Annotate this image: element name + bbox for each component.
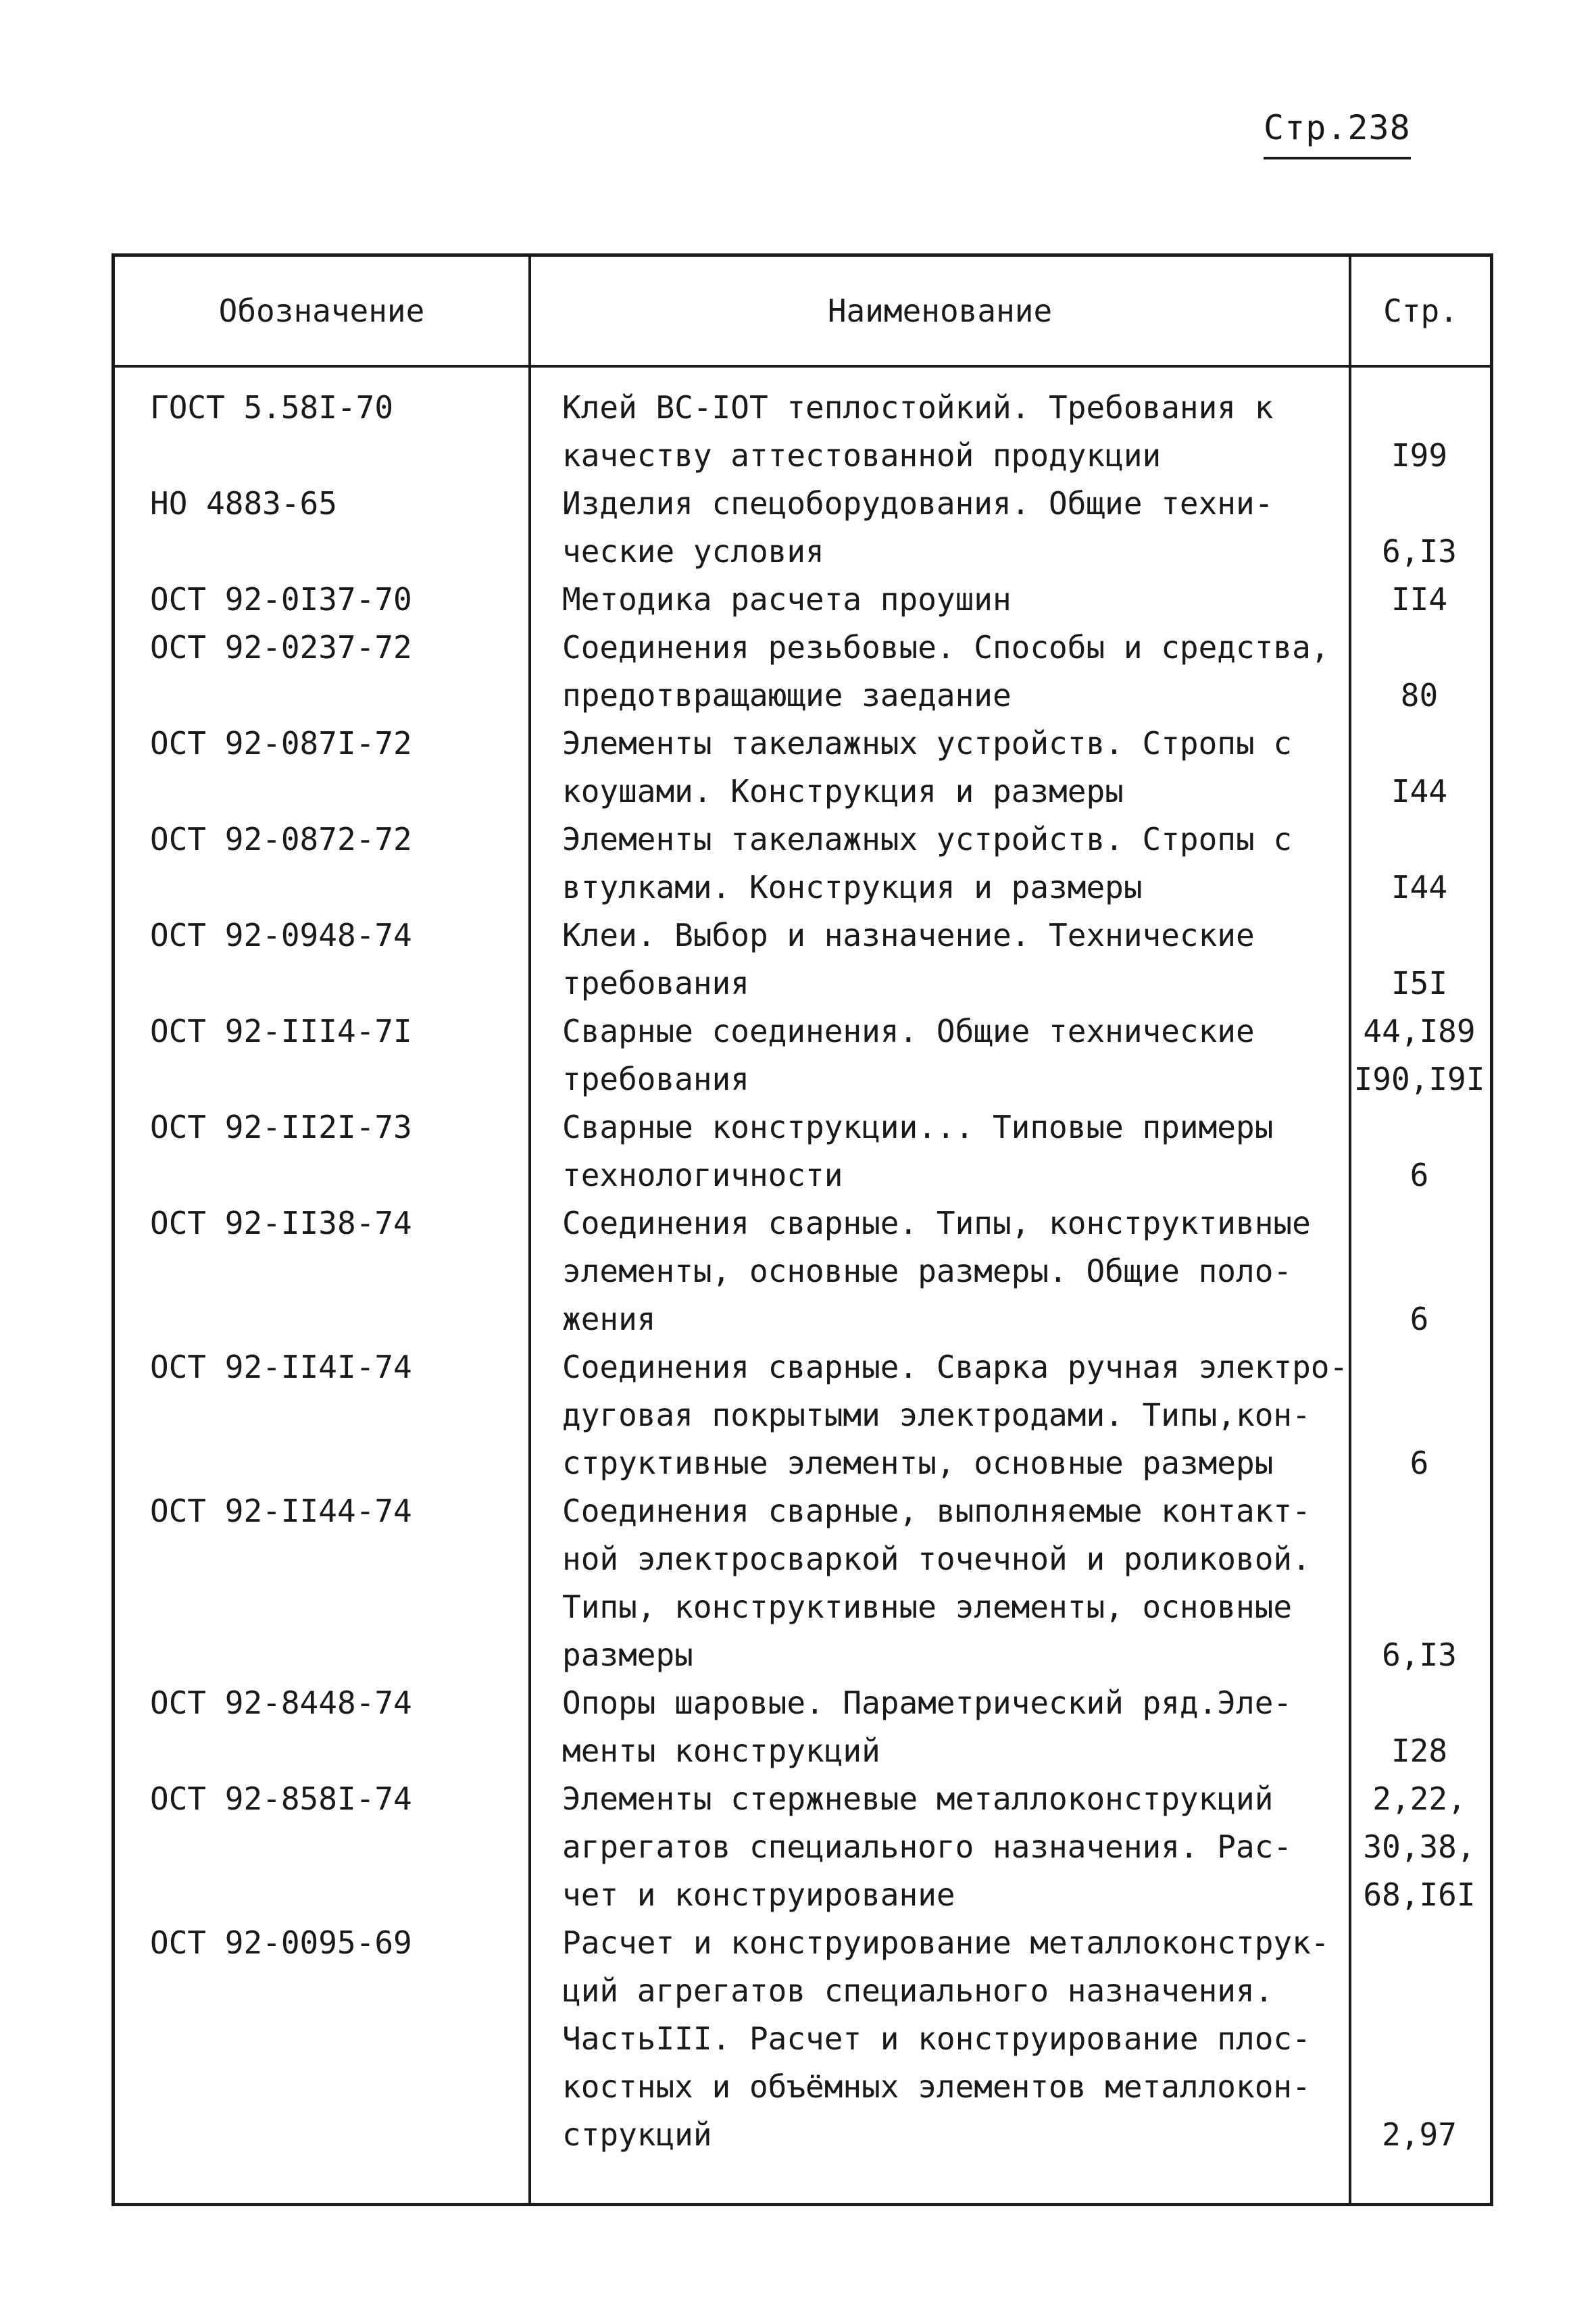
- page-ref: I90,I9I: [1353, 1061, 1485, 1097]
- cell-designation: [115, 1775, 528, 1919]
- title-line: ЧастьIII. Расчет и конструирование плос-: [562, 2020, 1311, 2057]
- cell-designation: [115, 1103, 528, 1199]
- title-line: струкций: [562, 2116, 712, 2153]
- cell-title: [528, 1007, 1349, 1103]
- references-table: [111, 253, 1493, 2206]
- title-line: Клеи. Выбор и назначение. Технические: [562, 917, 1255, 953]
- table-row: [115, 480, 1490, 576]
- title-line: ной электросваркой точечной и роликовой.: [562, 1541, 1311, 1577]
- table-row: [115, 1487, 1490, 1679]
- cell-page: [1349, 1487, 1490, 1679]
- designation-text: ОСТ 92-0237-72: [150, 629, 412, 666]
- cell-designation: [115, 720, 528, 816]
- page-ref: 6: [1410, 1301, 1429, 1337]
- title-line: требования: [562, 965, 749, 1001]
- table-row: [115, 1679, 1490, 1775]
- title-line: дуговая покрытыми электродами. Типы,кон-: [562, 1397, 1311, 1433]
- page-ref: 6,I3: [1382, 533, 1457, 570]
- header-name: Наименование: [827, 293, 1053, 329]
- designation-text: ОСТ 92-0948-74: [150, 917, 412, 953]
- cell-designation: [115, 1487, 528, 1679]
- title-line: ческие условия: [562, 533, 824, 570]
- table-row: [115, 1343, 1490, 1487]
- title-line: менты конструкций: [562, 1733, 880, 1769]
- designation-text: ОСТ 92-0872-72: [150, 821, 412, 857]
- title-line: Сварные соединения. Общие технические: [562, 1013, 1255, 1049]
- cell-designation: [115, 1679, 528, 1775]
- title-line: Изделия спецоборудования. Общие техни-: [562, 485, 1274, 522]
- designation-text: ОСТ 92-8448-74: [150, 1685, 412, 1721]
- cell-page: [1349, 576, 1490, 624]
- cell-title: [528, 1679, 1349, 1775]
- cell-title: [528, 1919, 1349, 2159]
- cell-title: [528, 1199, 1349, 1343]
- designation-text: ОСТ 92-858I-74: [150, 1781, 412, 1817]
- designation-text: ОСТ 92-0095-69: [150, 1924, 412, 1961]
- cell-page: [1349, 1775, 1490, 1919]
- cell-page: [1349, 1007, 1490, 1103]
- page-ref: 68,I6I: [1363, 1876, 1476, 1913]
- cell-page: [1349, 720, 1490, 816]
- title-line: ций агрегатов специального назначения.: [562, 1972, 1274, 2009]
- cell-title: [528, 384, 1349, 480]
- table-row: [115, 384, 1490, 480]
- page-ref: 6: [1410, 1445, 1429, 1481]
- page-ref: 2,97: [1382, 2116, 1457, 2153]
- page-ref: 44,I89: [1363, 1013, 1476, 1049]
- cell-title: [528, 816, 1349, 912]
- designation-text: НО 4883-65: [150, 485, 337, 522]
- header-divider: [115, 365, 1490, 368]
- title-line: предотвращающие заедание: [562, 677, 1012, 714]
- title-line: костных и объёмных элементов металлокон-: [562, 2068, 1311, 2105]
- table-row: [115, 816, 1490, 912]
- designation-text: ОСТ 92-II44-74: [150, 1493, 412, 1529]
- cell-page: [1349, 1919, 1490, 2159]
- title-line: Соединения сварные. Типы, конструктивные: [562, 1205, 1311, 1241]
- title-line: коушами. Конструкция и размеры: [562, 773, 1124, 810]
- title-line: жения: [562, 1301, 656, 1337]
- title-line: чет и конструирование: [562, 1876, 955, 1913]
- title-line: Соединения резьбовые. Способы и средства,: [562, 629, 1330, 666]
- title-line: втулками. Конструкция и размеры: [562, 869, 1143, 905]
- cell-title: [528, 480, 1349, 576]
- page-ref: 30,38,: [1363, 1828, 1476, 1865]
- table-body: [115, 384, 1490, 2159]
- title-line: Расчет и конструирование металлоконструк-: [562, 1924, 1330, 1961]
- title-line: качеству аттестованной продукции: [562, 437, 1162, 474]
- page-ref: 6,I3: [1382, 1637, 1457, 1673]
- cell-page: [1349, 912, 1490, 1007]
- header-code: Обозначение: [218, 293, 425, 329]
- page-ref: 6: [1410, 1157, 1429, 1193]
- title-line: технологичности: [562, 1157, 843, 1193]
- cell-page: [1349, 816, 1490, 912]
- table-row: [115, 1775, 1490, 1919]
- cell-page: [1349, 480, 1490, 576]
- table-row: [115, 912, 1490, 1007]
- table-row: [115, 576, 1490, 624]
- designation-text: ОСТ 92-0I37-70: [150, 581, 412, 618]
- title-line: Опоры шаровые. Параметрический ряд.Эле-: [562, 1685, 1293, 1721]
- table-row: [115, 1007, 1490, 1103]
- cell-title: [528, 576, 1349, 624]
- table-row: [115, 1199, 1490, 1343]
- table-row: [115, 1919, 1490, 2159]
- title-line: агрегатов специального назначения. Рас-: [562, 1828, 1293, 1865]
- table-row: [115, 624, 1490, 720]
- designation-text: ОСТ 92-II38-74: [150, 1205, 412, 1241]
- designation-text: ОСТ 92-III4-7I: [150, 1013, 412, 1049]
- title-line: Элементы такелажных устройств. Стропы с: [562, 725, 1293, 762]
- title-line: элементы, основные размеры. Общие поло-: [562, 1253, 1293, 1289]
- cell-title: [528, 720, 1349, 816]
- page-ref: I28: [1391, 1733, 1448, 1769]
- title-line: требования: [562, 1061, 749, 1097]
- cell-page: [1349, 1103, 1490, 1199]
- title-line: Элементы стержневые металлоконструкций: [562, 1781, 1274, 1817]
- cell-designation: [115, 1343, 528, 1487]
- title-line: Элементы такелажных устройств. Стропы с: [562, 821, 1293, 857]
- cell-designation: [115, 480, 528, 576]
- cell-page: [1349, 384, 1490, 480]
- designation-text: ОСТ 92-087I-72: [150, 725, 412, 762]
- title-line: структивные элементы, основные размеры: [562, 1445, 1274, 1481]
- cell-page: [1349, 1679, 1490, 1775]
- cell-title: [528, 1487, 1349, 1679]
- designation-text: ОСТ 92-II4I-74: [150, 1349, 412, 1385]
- cell-designation: [115, 576, 528, 624]
- cell-title: [528, 624, 1349, 720]
- title-line: размеры: [562, 1637, 693, 1673]
- cell-designation: [115, 1199, 528, 1343]
- page-number: Стр.238: [1264, 108, 1411, 159]
- cell-designation: [115, 384, 528, 480]
- title-line: Соединения сварные, выполняемые контакт-: [562, 1493, 1311, 1529]
- designation-text: ОСТ 92-II2I-73: [150, 1109, 412, 1145]
- title-line: Клей ВС-IОТ теплостойкий. Требования к: [562, 389, 1274, 426]
- cell-title: [528, 912, 1349, 1007]
- cell-designation: [115, 1007, 528, 1103]
- page-ref: I44: [1391, 869, 1448, 905]
- table-row: [115, 720, 1490, 816]
- cell-title: [528, 1775, 1349, 1919]
- page-ref: 2,22,: [1372, 1781, 1466, 1817]
- table-row: [115, 1103, 1490, 1199]
- cell-designation: [115, 624, 528, 720]
- title-line: Соединения сварные. Сварка ручная электро-: [562, 1349, 1349, 1385]
- cell-page: [1349, 1199, 1490, 1343]
- cell-designation: [115, 912, 528, 1007]
- cell-title: [528, 1103, 1349, 1199]
- cell-designation: [115, 816, 528, 912]
- cell-page: [1349, 624, 1490, 720]
- page-ref: I44: [1391, 773, 1448, 810]
- page-ref: II4: [1391, 581, 1448, 618]
- title-line: Типы, конструктивные элементы, основные: [562, 1589, 1293, 1625]
- header-page: Стр.: [1383, 293, 1458, 329]
- designation-text: ГОСТ 5.58I-70: [150, 389, 394, 426]
- page-ref: I5I: [1391, 965, 1448, 1001]
- title-line: Методика расчета проушин: [562, 581, 1012, 618]
- cell-page: [1349, 1343, 1490, 1487]
- cell-title: [528, 1343, 1349, 1487]
- page-ref: 80: [1400, 677, 1439, 714]
- page-ref: I99: [1391, 437, 1448, 474]
- cell-designation: [115, 1919, 528, 2159]
- title-line: Сварные конструкции... Типовые примеры: [562, 1109, 1274, 1145]
